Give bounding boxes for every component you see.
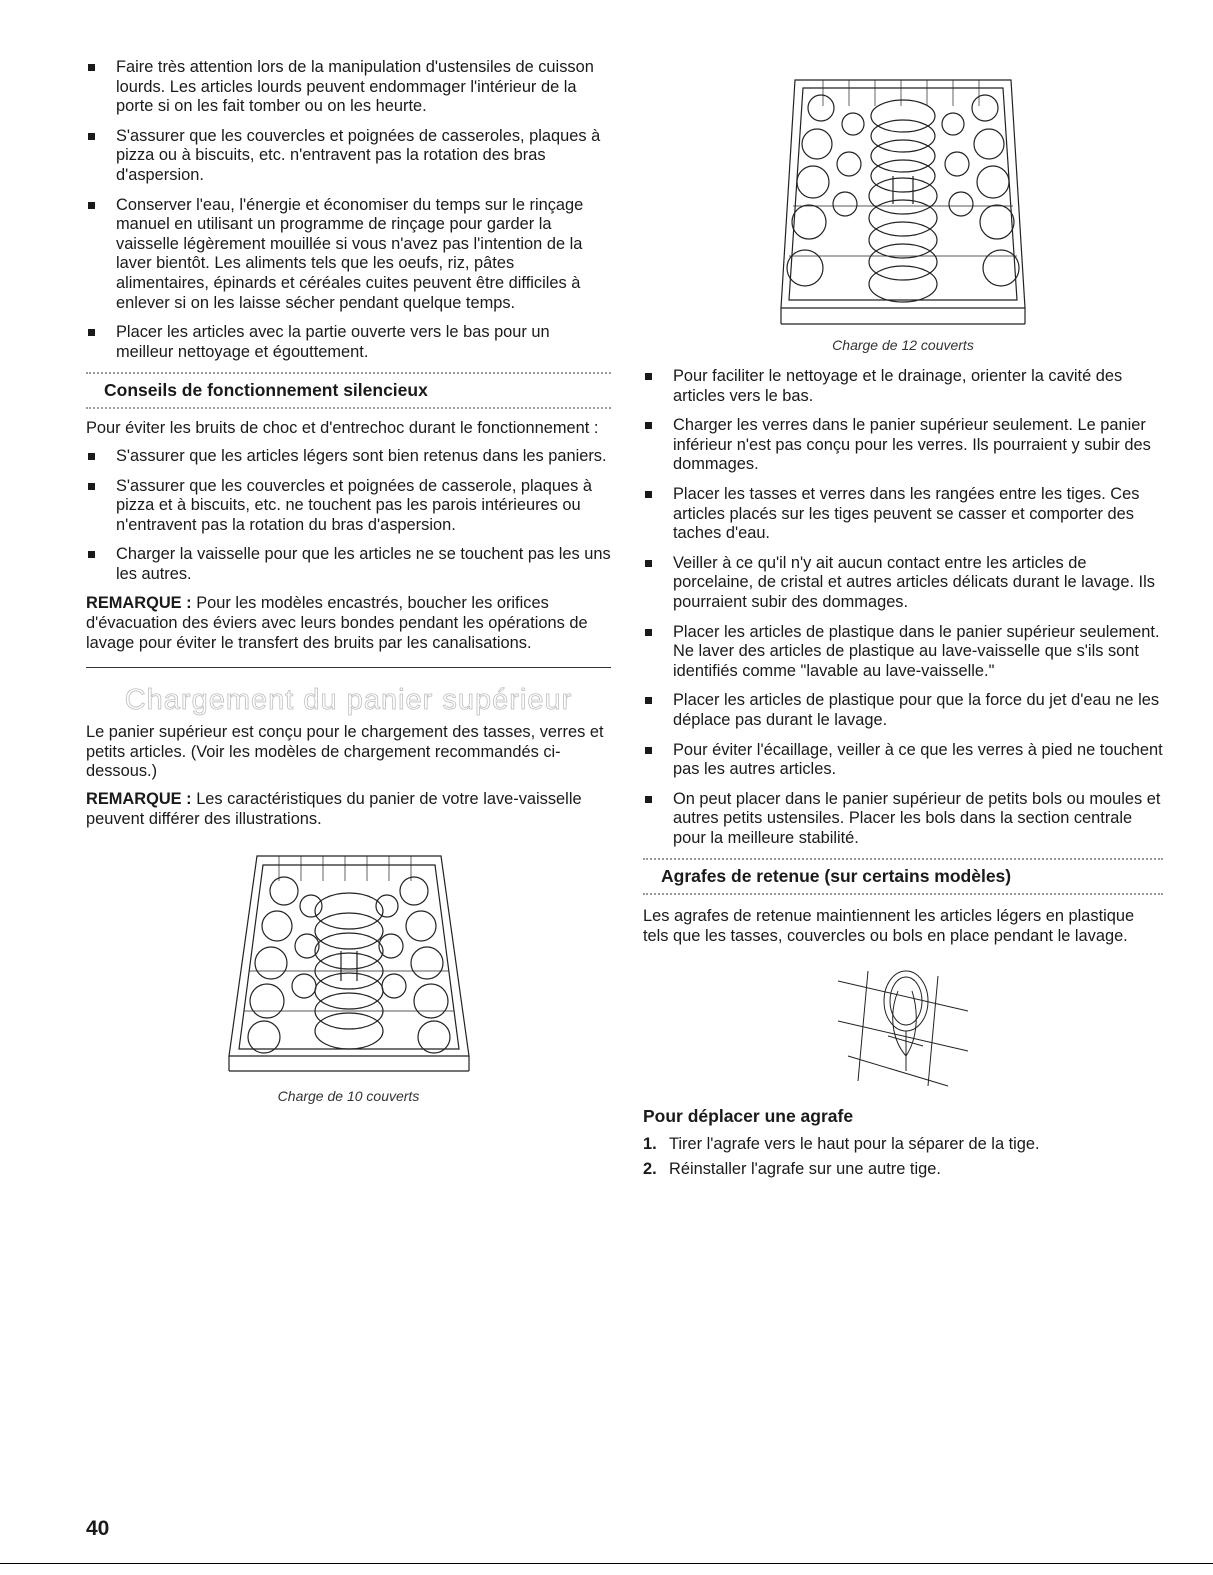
remark-paragraph: [86, 790, 611, 829]
figure-caption: Charge de 12 couverts: [832, 337, 974, 353]
left-column: [86, 58, 611, 1104]
list-item: Conserver l'eau, l'énergie et économiser du temps sur le rinçage manuel en utilisant un programme de rinçage pour garder la vaisselle légèrement mouillée si vous n'avez pas l'intention de la laver bientôt. Les aliments tels que les oeufs, riz, pâtes alimentaires, épinards et céréales cuites peuvent être difficiles à enlever si on les laisse sécher pendant quelque temps.: [86, 196, 611, 314]
list-item: S'assurer que les articles légers sont bien retenus dans les paniers.: [86, 447, 611, 467]
bottom-rule: [0, 1563, 1213, 1564]
list-item: S'assurer que les couvercles et poignées de casserole, plaques à pizza et à biscuits, etc. ne touchent pas les parois intérieures ou n'entravent pas la rotation du bras d'aspersion.: [86, 477, 611, 536]
rack-10-illustration: [219, 851, 479, 1079]
page-number: 40: [86, 1517, 110, 1540]
remark-label: REMARQUE :: [86, 790, 192, 809]
list-item: Faire très attention lors de la manipulation d'ustensiles de cuisson lourds. Les articles lourds peuvent endommager l'intérieur de la porte si on les fait tomber ou on les heurte.: [86, 58, 611, 117]
list-item: Charger les verres dans le panier supérieur seulement. Le panier inférieur n'est pas conçu pour les verres. Ils pourraient y subir des dommages.: [643, 416, 1163, 475]
steps-list: [643, 1135, 1163, 1180]
list-item: Placer les articles de plastique pour que la force du jet d'eau ne les déplace pas durant le lavage.: [643, 691, 1163, 730]
quiet-intro: Pour éviter les bruits de choc et d'entrechoc durant le fonctionnement :: [86, 419, 599, 438]
clip-illustration: [828, 961, 978, 1091]
figure-caption: Charge de 10 couverts: [277, 1088, 420, 1105]
step-item: [643, 1135, 1163, 1155]
step-number: 1.: [643, 1134, 657, 1153]
list-item: Placer les tasses et verres dans les rangées entre les tiges. Ces articles placés sur les tiges peuvent se casser et comporter des taches d'eau.: [643, 485, 1163, 544]
section-intro: Le panier supérieur est conçu pour le chargement des tasses, verres et petits articles. (Voir les modèles de chargement recommandés ci-dessous.): [86, 723, 604, 781]
divider: [86, 407, 611, 409]
list-item: On peut placer dans le panier supérieur de petits bols ou moules et autres petits ustensiles. Placer les bols dans la section centrale pour la meilleure stabilité.: [643, 790, 1163, 849]
divider: [643, 893, 1163, 895]
step-text: Réinstaller l'agrafe sur une autre tige.: [669, 1160, 941, 1179]
remark-text: Les caractéristiques du panier de votre lave-vaisselle peuvent différer des illustrations.: [86, 790, 582, 828]
section-rule: [86, 667, 611, 668]
quiet-bullet-list: [86, 447, 611, 585]
section-title: Chargement du panier supérieur: [124, 684, 573, 717]
list-item: Charger la vaisselle pour que les articles ne se touchent pas les uns les autres.: [86, 545, 611, 584]
list-item: Pour faciliter le nettoyage et le drainage, orienter la cavité des articles vers le bas.: [643, 367, 1163, 406]
step-item: [643, 1160, 1163, 1180]
right-column: [643, 58, 1163, 1186]
step-text: Tirer l'agrafe vers le haut pour la séparer de la tige.: [669, 1134, 1040, 1153]
move-clip-heading: Pour déplacer une agrafe: [643, 1105, 854, 1126]
top-bullet-list: [86, 58, 611, 362]
list-item: Placer les articles avec la partie ouverte vers le bas pour un meilleur nettoyage et égouttement.: [86, 323, 611, 362]
rack-figure-12: [643, 76, 1163, 353]
rack-figure-10: [86, 851, 611, 1104]
clip-figure: [643, 961, 1163, 1096]
rack-bullet-list: [643, 367, 1163, 848]
remark-label: REMARQUE :: [86, 594, 192, 613]
list-item: Placer les articles de plastique dans le panier supérieur seulement. Ne laver des articles de plastique au lave-vaisselle que s'ils sont identifiés comme "lavable au lave-vaisselle.": [643, 623, 1163, 682]
list-item: S'assurer que les couvercles et poignées de casseroles, plaques à pizza ou à biscuits, etc. n'entravent pas la rotation des bras d'aspersion.: [86, 127, 611, 186]
rack-12-illustration: [773, 76, 1033, 328]
quiet-heading: Conseils de fonctionnement silencieux: [104, 380, 428, 401]
clips-text: Les agrafes de retenue maintiennent les articles légers en plastique tels que les tasses, couvercles ou bols en place pendant le lavage.: [643, 907, 1135, 946]
list-item: Veiller à ce qu'il n'y ait aucun contact entre les articles de porcelaine, de cristal et autres articles délicats durant le lavage. Ils pourraient subir des dommages.: [643, 554, 1163, 613]
remark-paragraph: [86, 594, 611, 653]
clips-heading: Agrafes de retenue (sur certains modèles): [661, 866, 1012, 887]
remark-text: Pour les modèles encastrés, boucher les orifices d'évacuation des éviers avec leurs bondes pendant les opérations de lavage pour éviter le transfert des bruits par les canalisations.: [86, 594, 588, 652]
list-item: Pour éviter l'écaillage, veiller à ce que les verres à pied ne touchent pas les autres articles.: [643, 741, 1163, 780]
step-number: 2.: [643, 1160, 657, 1179]
